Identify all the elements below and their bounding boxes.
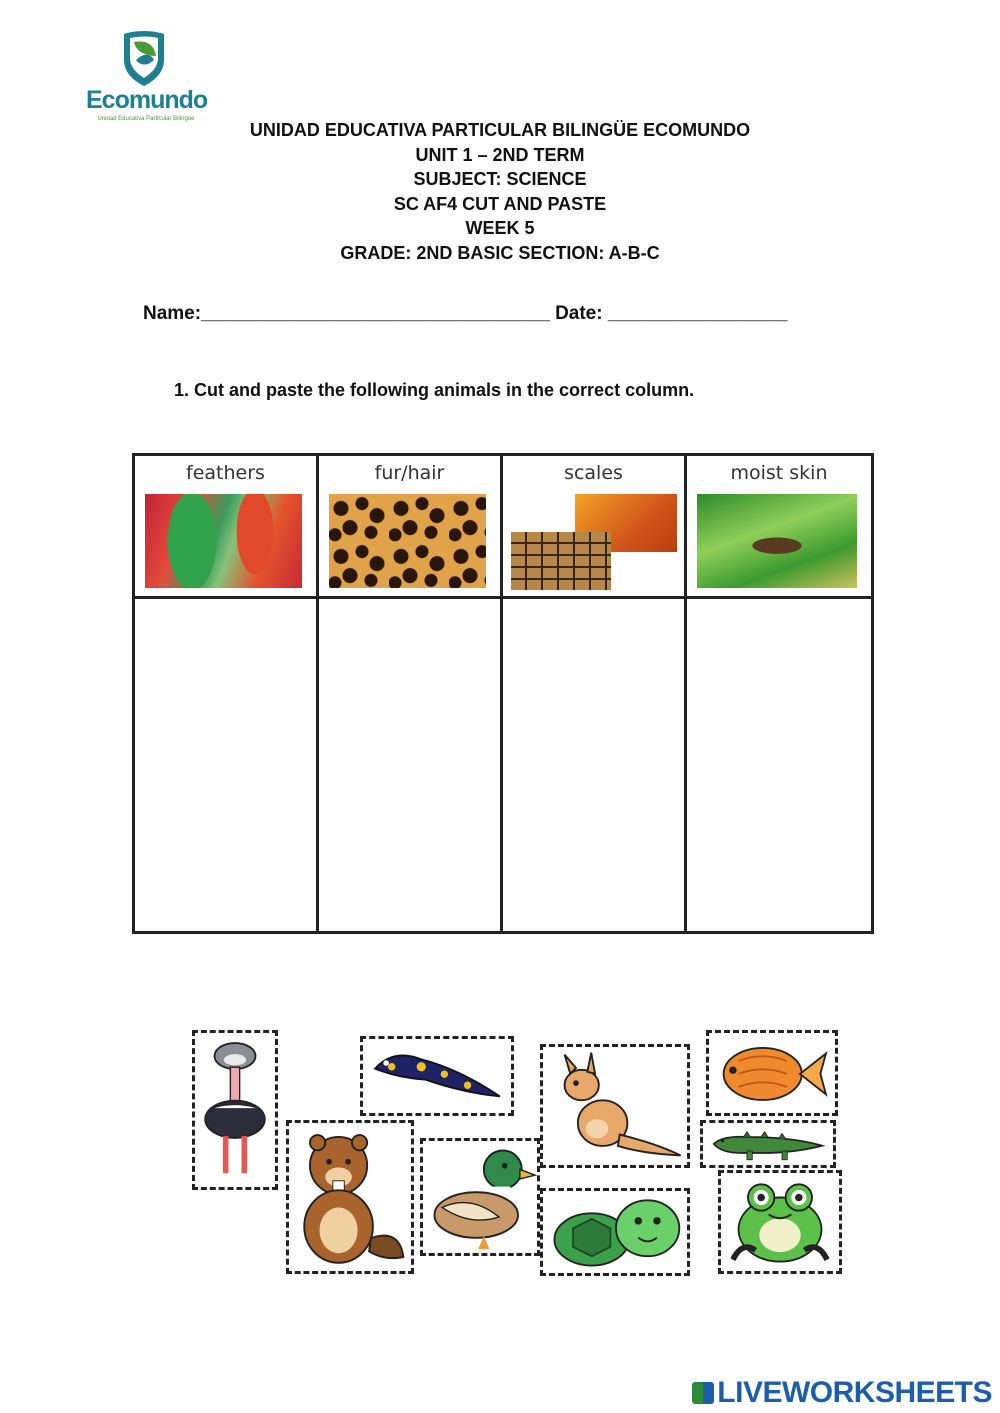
drop-zone-fur[interactable] [319,599,503,931]
column-header-fur [319,456,503,599]
liveworksheets-icon [692,1382,714,1404]
beaver-card[interactable] [286,1120,414,1274]
column-header-scales [503,456,687,599]
turtle-icon [543,1191,687,1273]
name-date-line[interactable]: Name:_________________________________ Date: _________________ [143,303,788,324]
logo-brand-text: Ecomundo [86,86,208,114]
footer-brand-text: LIVEWORKSHEETS [717,1376,992,1409]
column-label: feathers [186,462,265,484]
kangaroo-icon [543,1047,687,1165]
drop-zone-moist-skin[interactable] [687,599,871,931]
frog-card[interactable] [718,1170,842,1274]
frog-icon [721,1173,839,1271]
subject-title: SUBJECT: SCIENCE [413,169,587,189]
column-header-moist-skin [687,456,871,599]
column-header-feathers [135,456,319,599]
week-title: WEEK 5 [465,218,535,238]
liveworksheets-logo [692,1376,992,1410]
sorting-table [132,453,874,934]
goldfish-card[interactable] [706,1030,838,1116]
duck-icon [423,1141,537,1253]
crocodile-card[interactable] [700,1120,836,1168]
feathers-texture-image [145,494,302,588]
logo-subtitle: Unidad Educativa Particular Bilingüe [97,116,195,122]
drop-zone-feathers[interactable] [135,599,319,931]
school-name: UNIDAD EDUCATIVA PARTICULAR BILINGÜE ECOMUNDO [249,120,751,140]
drop-zone-scales[interactable] [503,599,687,931]
school-logo [86,30,206,122]
turtle-card[interactable] [540,1188,690,1276]
duck-card[interactable] [420,1138,540,1256]
grade-title: GRADE: 2ND BASIC SECTION: A-B-C [340,242,660,263]
activity-title: SC AF4 CUT AND PASTE [393,193,607,214]
leaf-shield-icon [118,30,170,88]
instruction-text: 1. Cut and paste the following animals in the correct column. [174,380,695,400]
column-label: fur/hair [374,462,445,484]
fur-texture-image [329,494,486,588]
moist-skin-texture-image [697,494,857,588]
ostrich-icon [195,1033,275,1187]
kangaroo-card[interactable] [540,1044,690,1168]
ostrich-card[interactable] [192,1030,278,1190]
beaver-icon [289,1123,411,1271]
worksheet-header [0,118,1000,265]
column-label: scales [564,462,623,484]
goldfish-icon [709,1033,835,1113]
salamander-icon [363,1039,511,1113]
scales-texture-image [511,532,611,590]
crocodile-icon [703,1123,833,1165]
salamander-card[interactable] [360,1036,514,1116]
column-label: moist skin [730,462,828,484]
unit-title: UNIT 1 – 2ND TERM [415,144,585,165]
